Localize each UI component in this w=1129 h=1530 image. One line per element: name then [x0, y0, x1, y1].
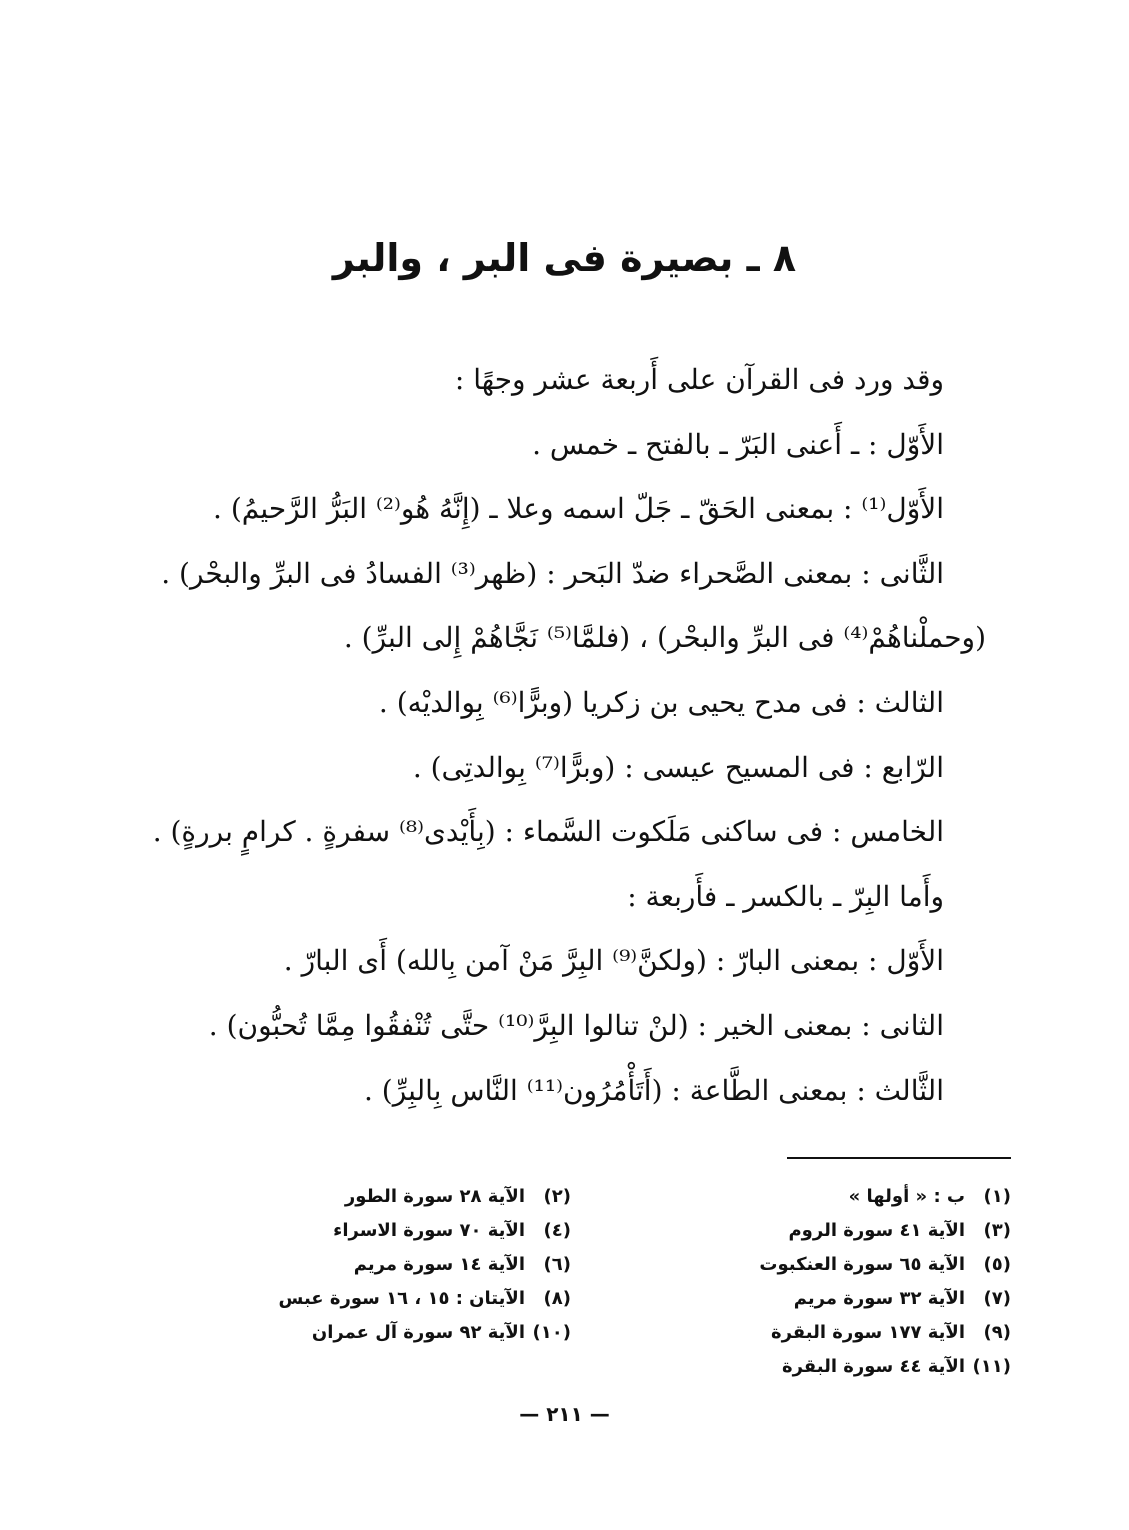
footnote-item — [571, 1180, 1011, 1214]
paragraph-line: الثَّانى : بمعنى الصَّحراء ضدّ البَحر : (ظهر⁽³⁾ الفسادُ فى البرِّ والبحْر) . — [161, 556, 944, 590]
paragraph-line: الأَوّل⁽¹⁾ : بمعنى الحَقّ ـ جَلّ اسمه وعلا ـ (إِنَّهُ هُو⁽²⁾ البَرُّ الرَّحيمُ) . — [213, 492, 944, 526]
footnote-text: الآية ١٧٧ سورة البقرة — [770, 1322, 965, 1343]
footnote-number: (٩) — [983, 1322, 1011, 1343]
footnote-text: ب : « أولها » — [848, 1186, 965, 1207]
paragraph-line: وقد ورد فى القرآن على أَربعة عشر وجهًا : — [454, 363, 944, 396]
paragraph-line: (وحملْناهُمْ⁽⁴⁾ فى البرِّ والبحْر) ، (فلمَّا⁽⁵⁾ نَجَّاهُمْ إِلى البرِّ) . — [343, 621, 986, 655]
paragraph-line: وأَما البِرّ ـ بالكسر ـ فأَربعة : — [627, 879, 944, 913]
footnote-number: (٢) — [543, 1186, 571, 1207]
footnote-text: الآية ١٤ سورة مريم — [353, 1254, 525, 1275]
footnote-item — [571, 1214, 1011, 1248]
footnote-text: الآية ٤٤ سورة البقرة — [781, 1356, 965, 1377]
footnote-number: (١٠) — [532, 1322, 571, 1343]
footnote-item — [131, 1316, 571, 1350]
footnote-text: الآية ٢٨ سورة الطور — [344, 1186, 525, 1207]
footnote-number: (٣) — [983, 1220, 1011, 1241]
footnote-number: (٦) — [543, 1254, 571, 1275]
footnote-text: الآية ٧٠ سورة الاسراء — [333, 1220, 525, 1241]
paragraph-line: الأَوّل : بمعنى البارّ : (ولكنَّ⁽⁹⁾ البِرَّ مَنْ آمن بِالله) أَى البارّ . — [283, 944, 944, 978]
footnote-item — [131, 1282, 571, 1316]
footnote-number: (١١) — [972, 1356, 1011, 1377]
footnote-number: (٤) — [543, 1220, 571, 1241]
footnote-number: (٥) — [983, 1254, 1011, 1275]
section-title: ٨ ـ بصيرة فى البر ، والبر — [332, 236, 797, 280]
footnote-number: (٧) — [983, 1288, 1011, 1309]
footnote-number: (١) — [983, 1186, 1011, 1207]
paragraph-line: الثانى : بمعنى الخير : (لنْ تنالوا البِرَّ⁽¹⁰⁾ حتَّى تُنْفقُوا مِمَّا تُحبُّون) . — [208, 1008, 944, 1042]
footnote-text: الآية ٩٢ سورة آل عمران — [311, 1322, 525, 1343]
footnotes-left-column — [131, 1180, 571, 1350]
footnote-text: الآيتان : ١٥ ، ١٦ سورة عبس — [278, 1288, 525, 1309]
footnote-item — [571, 1248, 1011, 1282]
footnote-number: (٨) — [543, 1288, 571, 1309]
footnote-item — [571, 1316, 1011, 1350]
paragraph-line: الخامس : فى ساكنى مَلَكوت السَّماء : (بِأَيْدى⁽⁸⁾ سفرةٍ . كرامٍ بررةٍ) . — [152, 815, 944, 849]
footnote-text: الآية ٤١ سورة الروم — [788, 1220, 965, 1241]
footnote-text: الآية ٦٥ سورة العنكبوت — [759, 1254, 965, 1275]
footnote-divider — [787, 1157, 1011, 1159]
paragraph-line: الثَّالث : بمعنى الطَّاعة : (أَتَأْمُرُون⁽¹¹⁾ النَّاس بِالبِرِّ) . — [363, 1073, 944, 1107]
footnote-text: الآية ٣٢ سورة مريم — [793, 1288, 965, 1309]
footnote-item — [131, 1214, 571, 1248]
paragraph-line: الرّابع : فى المسيح عيسى : (وبرًّا⁽⁷⁾ بِوالدتِى) . — [412, 750, 944, 784]
paragraph-line: الأَوّل : ـ أَعنى البَرّ ـ بالفتح ـ خمس . — [532, 427, 944, 461]
footnotes-right-column — [571, 1180, 1011, 1384]
footnote-item — [571, 1282, 1011, 1316]
page-number: — ٢١١ — — [519, 1402, 610, 1426]
footnote-item — [131, 1248, 571, 1282]
paragraph-line: الثالث : فى مدح يحيى بن زكريا (وبرًّا⁽⁶⁾ بِوالديْه) . — [378, 685, 944, 719]
footnote-item — [571, 1350, 1011, 1384]
body-text — [136, 348, 986, 1123]
footnote-item — [131, 1180, 571, 1214]
